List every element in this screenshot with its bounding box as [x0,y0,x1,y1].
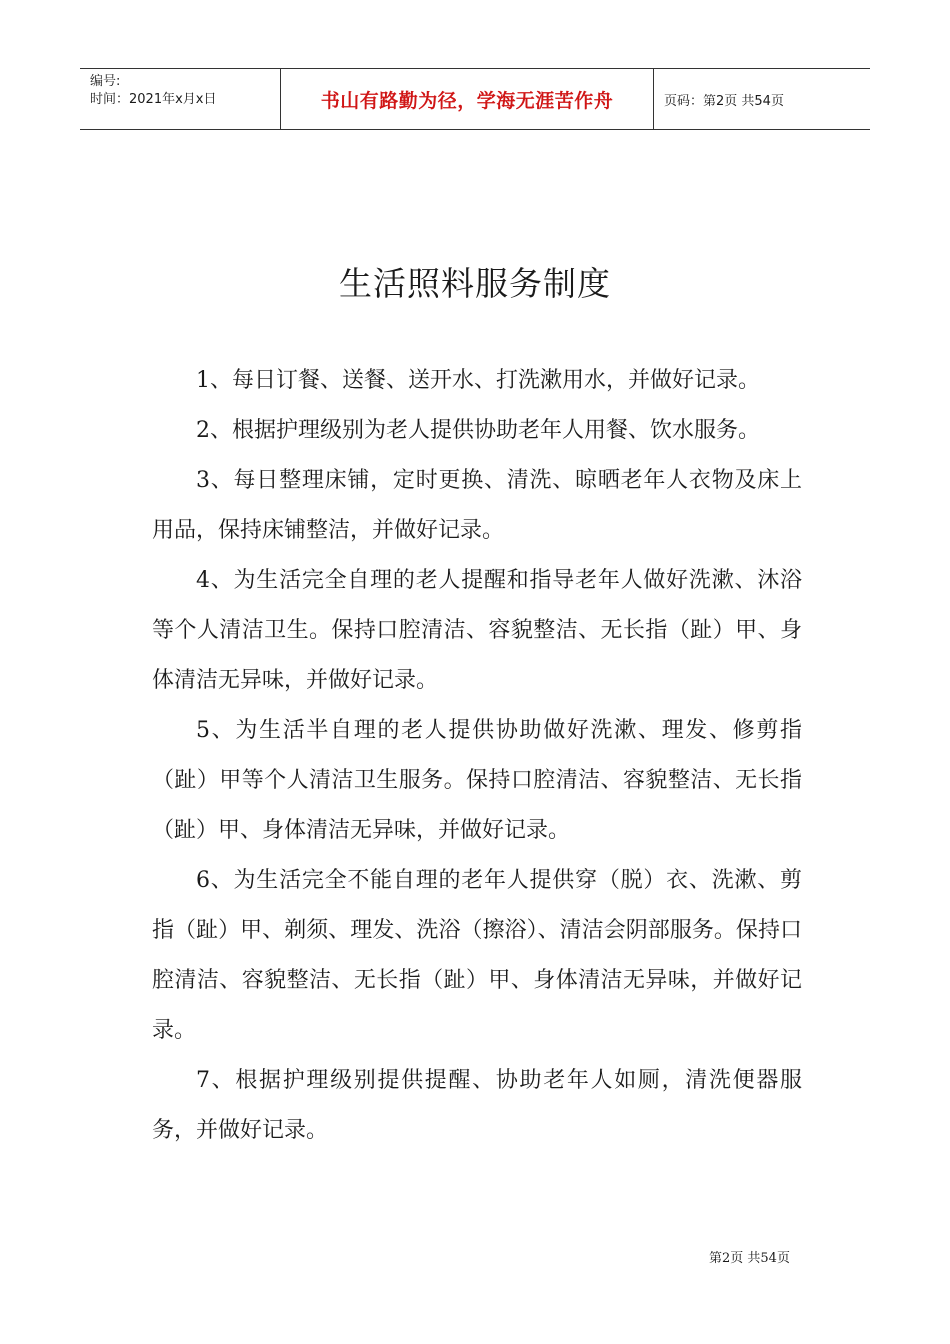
paragraph-5: 5、为生活半自理的老人提供协助做好洗漱、理发、修剪指（趾）甲等个人清洁卫生服务。保持口腔清洁、容貌整洁、无长指（趾）甲、身体清洁无异味，并做好记录。 [152,718,802,843]
paragraph-4: 4、为生活完全自理的老人提醒和指导老年人做好洗漱、沐浴等个人清洁卫生。保持口腔清洁、容貌整洁、无长指（趾）甲、身体清洁无异味，并做好记录。 [152,568,802,693]
paragraph-6: 6、为生活完全不能自理的老年人提供穿（脱）衣、洗漱、剪指（趾）甲、剃须、理发、洗浴（擦浴）、清洁会阴部服务。保持口腔清洁、容貌整洁、无长指（趾）甲、身体清洁无异味，并做好记录。 [152,868,802,1043]
paragraph-2: 2、根据护理级别为老人提供协助老年人用餐、饮水服务。 [196,418,760,443]
page-footer: 第2页 共54页 [709,1251,790,1266]
paragraph-7: 7、根据护理级别提供提醒、协助老年人如厕，清洗便器服务，并做好记录。 [152,1068,802,1143]
paragraph-1: 1、每日订餐、送餐、送开水、打洗漱用水，并做好记录。 [196,368,760,393]
header-meta [80,69,281,129]
page-header [80,68,870,130]
document-body [152,356,802,1156]
time-label: 时间：2021年x月x日 [90,92,217,107]
paragraph-3: 3、每日整理床铺，定时更换、清洗、晾晒老年人衣物及床上用品，保持床铺整洁，并做好记录。 [152,468,802,543]
document-title: 生活照料服务制度 [339,264,611,303]
number-label: 编号: [90,74,121,89]
header-page-info: 页码：第2页 共54页 [664,93,784,109]
header-motto: 书山有路勤为径，学海无涯苦作舟 [281,69,654,129]
